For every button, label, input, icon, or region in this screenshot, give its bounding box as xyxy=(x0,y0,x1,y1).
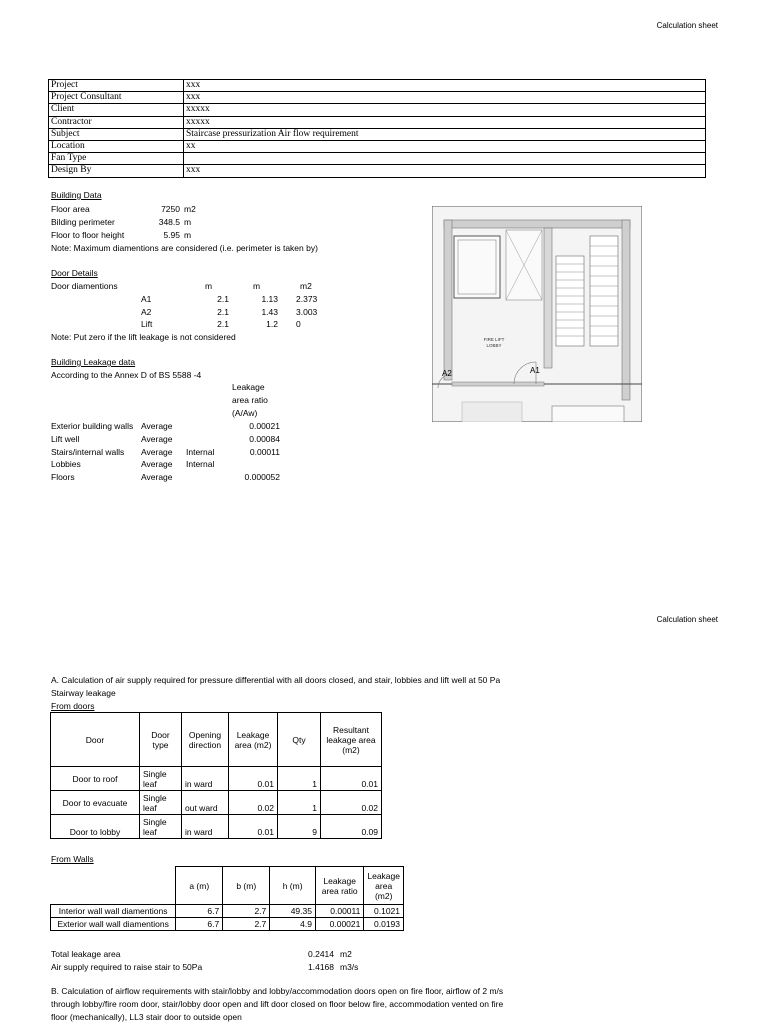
cell-door: Door to roof xyxy=(51,767,140,791)
total-value: 1.4168 xyxy=(308,962,334,972)
cell-dir: in ward xyxy=(182,767,229,791)
building-row-label: Bilding perimeter xyxy=(51,217,115,227)
section-b-line: floor (mechanically), LL3 stair door to outside open xyxy=(51,1012,242,1022)
col-head: Opening direction xyxy=(182,713,229,767)
cell-qty: 9 xyxy=(278,815,321,839)
door-dim-label: Door diamentions xyxy=(51,281,118,291)
cell-qty: 1 xyxy=(278,791,321,815)
door-name: A1 xyxy=(141,294,152,304)
leakage-row-type: Average xyxy=(141,472,173,482)
row-value: xxxxx xyxy=(184,104,706,116)
col-head: Leakage area (m2) xyxy=(364,867,404,905)
row-value: xxx xyxy=(184,165,706,177)
leakage-row-label: Exterior building walls xyxy=(51,421,134,431)
building-row-unit: m2 xyxy=(184,204,196,214)
total-label: Total leakage area xyxy=(51,949,121,959)
plan-label-a1: A1 xyxy=(530,366,540,375)
cell-dir: in ward xyxy=(182,815,229,839)
leakage-row-value: 0.000052 xyxy=(244,472,280,482)
row-value: Staircase pressurization Air flow requirement xyxy=(184,128,706,140)
table-row xyxy=(49,165,706,177)
cell-res: 0.02 xyxy=(321,791,382,815)
col-head: Door xyxy=(51,713,140,767)
unit-label: m2 xyxy=(300,281,312,291)
leakage-row-type: Average xyxy=(141,459,173,469)
cell-area: 0.01 xyxy=(229,815,278,839)
cell-area: 0.01 xyxy=(229,767,278,791)
sheet-header: Calculation sheet xyxy=(656,615,718,624)
total-value: 0.2414 xyxy=(308,949,334,959)
unit-label: m xyxy=(205,281,213,291)
cell-area: 0.0193 xyxy=(364,918,404,931)
row-value xyxy=(184,153,706,165)
col-head: Leakage area ratio xyxy=(315,867,363,905)
building-data-title: Building Data xyxy=(51,190,102,200)
row-label: Client xyxy=(49,104,184,116)
col-head: Door type xyxy=(140,713,182,767)
cell-type: Single leaf xyxy=(140,815,182,839)
door-details-title: Door Details xyxy=(51,268,98,278)
leakage-row-type: Average xyxy=(141,447,173,457)
leakage-title: Building Leakage data xyxy=(51,357,136,367)
cell-res: 0.09 xyxy=(321,815,382,839)
stair-leakage-label: Stairway leakage xyxy=(51,688,116,698)
door-name: A2 xyxy=(141,307,152,317)
leakage-row-type: Average xyxy=(141,434,173,444)
row-label: Project Consultant xyxy=(49,92,184,104)
cell-h: 49.35 xyxy=(270,905,316,918)
building-row-value: 5.95 xyxy=(163,230,180,240)
cell-door: Door to evacuate xyxy=(51,791,140,815)
blank-cell xyxy=(51,867,176,905)
table-row xyxy=(49,80,706,92)
door-height: 1.2 xyxy=(266,319,278,329)
row-label: Design By xyxy=(49,165,184,177)
table-row xyxy=(49,92,706,104)
table-row xyxy=(49,153,706,165)
cell-ratio: 0.00011 xyxy=(315,905,363,918)
table-row xyxy=(49,104,706,116)
from-walls-label: From Walls xyxy=(51,854,94,864)
leakage-row-label: Stairs/internal walls xyxy=(51,447,125,457)
doors-table xyxy=(50,712,382,839)
door-width: 2.1 xyxy=(217,307,229,317)
leakage-row-label: Lift well xyxy=(51,434,80,444)
table-row xyxy=(51,918,404,931)
table-header-row xyxy=(51,713,382,767)
col-head: Qty xyxy=(278,713,321,767)
leakage-row-label: Floors xyxy=(51,472,75,482)
row-label: Subject xyxy=(49,128,184,140)
cell-label: Exterior wall wall diamentions xyxy=(51,918,176,931)
table-header-row xyxy=(51,867,404,905)
table-row xyxy=(51,791,382,815)
cell-area: 0.02 xyxy=(229,791,278,815)
walls-table xyxy=(50,866,404,931)
project-info-table xyxy=(48,79,706,178)
table-row xyxy=(49,140,706,152)
cell-a: 6.7 xyxy=(176,918,223,931)
cell-b: 2.7 xyxy=(223,905,270,918)
cell-label: Interior wall wall diamentions xyxy=(51,905,176,918)
leakage-row-label: Lobbies xyxy=(51,459,81,469)
plan-label-a2: A2 xyxy=(442,369,452,378)
leakage-row-value: 0.00084 xyxy=(249,434,280,444)
leakage-col-head: area ratio xyxy=(232,395,268,405)
col-head: Leakage area (m2) xyxy=(229,713,278,767)
col-head: a (m) xyxy=(176,867,223,905)
row-value: xxx xyxy=(184,80,706,92)
leakage-col-head: (A/Aw) xyxy=(232,408,258,418)
cell-b: 2.7 xyxy=(223,918,270,931)
leakage-row-kind: Internal xyxy=(186,459,215,469)
total-unit: m3/s xyxy=(340,962,359,972)
building-row-label: Floor area xyxy=(51,204,90,214)
building-row-value: 348.5 xyxy=(158,217,180,227)
door-height: 1.13 xyxy=(261,294,278,304)
leakage-subtitle: According to the Annex D of BS 5588 -4 xyxy=(51,370,202,380)
from-doors-label: From doors xyxy=(51,701,95,711)
col-head: h (m) xyxy=(270,867,316,905)
table-row xyxy=(49,128,706,140)
building-note: Note: Maximum diamentions are considered (i.e. perimeter is taken by) xyxy=(51,243,318,253)
unit-label: m xyxy=(253,281,261,291)
leakage-row-value: 0.00021 xyxy=(249,421,280,431)
plan-label-fire-lift: FIRE LIFT xyxy=(483,337,505,342)
total-unit: m2 xyxy=(340,949,352,959)
col-head: b (m) xyxy=(223,867,270,905)
door-width: 2.1 xyxy=(217,294,229,304)
leakage-col-head: Leakage xyxy=(232,382,265,392)
door-height: 1.43 xyxy=(261,307,278,317)
leakage-row-kind: Internal xyxy=(186,447,215,457)
table-row xyxy=(51,767,382,791)
row-value: xxx xyxy=(184,92,706,104)
door-area: 0 xyxy=(296,319,301,329)
row-value: xx xyxy=(184,140,706,152)
sheet-header: Calculation sheet xyxy=(656,21,718,30)
cell-type: Single leaf xyxy=(140,767,182,791)
plan-label-lobby: LOBBY xyxy=(486,343,502,348)
cell-dir: out ward xyxy=(182,791,229,815)
cell-area: 0.1021 xyxy=(364,905,404,918)
building-row-label: Floor to floor height xyxy=(51,230,125,240)
section-b-line: through lobby/fire room door, stair/lobby door open and lift door closed on floor below fire, accommodation vented on fire xyxy=(51,999,504,1009)
leakage-row-value: 0.00011 xyxy=(249,447,280,457)
row-label: Project xyxy=(49,80,184,92)
door-name: Lift xyxy=(141,319,153,329)
door-area: 2.373 xyxy=(296,294,318,304)
cell-a: 6.7 xyxy=(176,905,223,918)
door-width: 2.1 xyxy=(217,319,229,329)
section-b-line: B. Calculation of airflow requirements with stair/lobby and lobby/accommodation doors open on fire floor, airflow of 2 m/s xyxy=(51,986,504,996)
building-row-value: 7250 xyxy=(161,204,180,214)
cell-type: Single leaf xyxy=(140,791,182,815)
table-row xyxy=(49,116,706,128)
row-value: xxxxx xyxy=(184,116,706,128)
building-row-unit: m xyxy=(184,217,192,227)
floor-plan-drawing xyxy=(432,206,642,422)
col-head: Resultant leakage area (m2) xyxy=(321,713,382,767)
door-area: 3.003 xyxy=(296,307,318,317)
cell-door: Door to lobby xyxy=(51,815,140,839)
section-a-title: A. Calculation of air supply required for pressure differential with all doors closed, and stair, lobbies and lift well at 50 Pa xyxy=(51,675,501,685)
table-row xyxy=(51,905,404,918)
cell-h: 4.9 xyxy=(270,918,316,931)
cell-res: 0.01 xyxy=(321,767,382,791)
row-label: Contractor xyxy=(49,116,184,128)
cell-qty: 1 xyxy=(278,767,321,791)
cell-ratio: 0.00021 xyxy=(315,918,363,931)
row-label: Fan Type xyxy=(49,153,184,165)
table-row xyxy=(51,815,382,839)
total-label: Air supply required to raise stair to 50Pa xyxy=(51,962,203,972)
leakage-row-type: Average xyxy=(141,421,173,431)
building-row-unit: m xyxy=(184,230,192,240)
row-label: Location xyxy=(49,140,184,152)
door-note: Note: Put zero if the lift leakage is not considered xyxy=(51,332,236,342)
